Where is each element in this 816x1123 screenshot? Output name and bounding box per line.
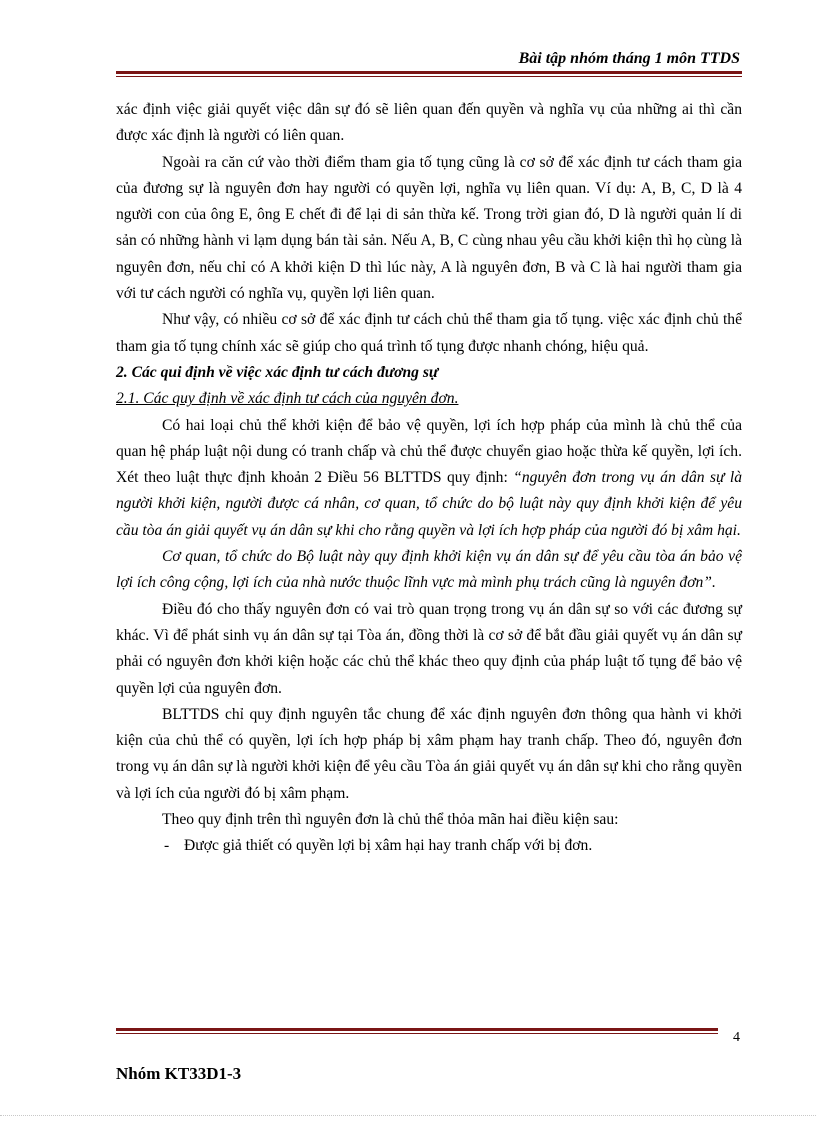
header-rule-thin: [116, 76, 742, 77]
page-number: 4: [733, 1030, 740, 1045]
paragraph-4: [116, 413, 742, 544]
bullet-text: Được giả thiết có quyền lợi bị xâm hại hay tranh chấp với bị đơn.: [184, 837, 593, 855]
header-title: Bài tập nhóm tháng 1 môn TTDS: [518, 50, 740, 67]
footer-group-name: Nhóm KT33D1-3: [116, 1064, 242, 1083]
footer-rule-thick: [116, 1028, 718, 1031]
section-heading-2: 2. Các qui định về việc xác định tư cách đương sự: [116, 363, 439, 381]
footer-rule-thin: [116, 1033, 718, 1034]
paragraph-8: Theo quy định trên thì nguyên đơn là chủ thể thỏa mãn hai điều kiện sau:: [162, 811, 619, 829]
paragraph-3: Như vậy, có nhiều cơ sở để xác định tư cách chủ thể tham gia tố tụng. việc xác định chủ thể tham gia tố tụng chính xác sẽ giúp cho quá trình tố tụng được nhanh chóng, hiệu quả.: [116, 311, 742, 355]
header-rule-thick: [116, 71, 742, 74]
paragraph-4-intro: Có hai loại chủ thể khởi kiện để bảo vệ quyền, lợi ích hợp pháp của mình là chủ thể của quan hệ pháp luật nội dung có tranh chấp và chủ thể được chuyển giao hoặc thừa kế quyền, lợi ích. Xét theo luật thực định khoản 2 Điều 56 BLTTDS quy định:: [116, 416, 742, 487]
paragraph-1: xác định việc giải quyết việc dân sự đó sẽ liên quan đến quyền và nghĩa vụ của những ai thì cần được xác định là người có liên quan.: [116, 101, 742, 145]
subsection-heading-2-1: 2.1. Các quy định về xác định tư cách của nguyên đơn.: [116, 390, 459, 408]
document-body: [116, 97, 742, 860]
paragraph-5-quote: Cơ quan, tổ chức do Bộ luật này quy định khởi kiện vụ án dân sự để yêu cầu tòa án bảo vệ lợi ích công cộng, lợi ích của nhà nước thuộc lĩnh vực mà mình phụ trách cũng là nguyên đơn”.: [116, 548, 742, 592]
bullet-mark: -: [164, 837, 170, 855]
paragraph-4-quote: “nguyên đơn trong vụ án dân sự là người khởi kiện, người được cá nhân, cơ quan, tổ chức do bộ luật này quy định khởi kiện để yêu cầu tòa án giải quyết vụ án dân sự khi cho rằng quyền và lợi ích hợp pháp của người đó bị xâm hại.: [116, 469, 742, 539]
bullet-item-1: [116, 833, 742, 859]
paragraph-2: Ngoài ra căn cứ vào thời điểm tham gia tố tụng cũng là cơ sở để xác định tư cách tham gia của đương sự là nguyên đơn hay người có quyền lợi, nghĩa vụ liên quan. Ví dụ: A, B, C, D là 4 người con của ông E, ông E chết đi để lại di sản thừa kế. Trong trời gian đó, D là người quản lí di sản có những hành vi lạm dụng bán tài sản. Nếu A, B, C cùng nhau yêu cầu khởi kiện thì họ cùng là nguyên đơn, nếu chỉ có A khởi kiện D thì lúc này, A là nguyên đơn, B và C là hai người tham gia với tư cách người có nghĩa vụ, quyền lợi liên quan.: [116, 153, 742, 303]
paragraph-7: BLTTDS chỉ quy định nguyên tắc chung để xác định nguyên đơn thông qua hành vi khởi kiện của chủ thể có quyền, lợi ích hợp pháp bị xâm phạm hay tranh chấp. Theo đó, nguyên đơn trong vụ án dân sự là người khởi kiện để yêu cầu Tòa án giải quyết vụ án dân sự khi cho rằng quyền và lợi ích của người đó bị xâm phạm.: [116, 705, 742, 802]
paragraph-6: Điều đó cho thấy nguyên đơn có vai trò quan trọng trong vụ án dân sự so với các đương sự khác. Vì để phát sinh vụ án dân sự tại Tòa án, đồng thời là cơ sở để bắt đầu giải quyết vụ án dân sự phải có nguyên đơn khởi kiện hoặc các chủ thể khác theo quy định của pháp luật tố tụng để bảo vệ quyền lợi của nguyên đơn.: [116, 600, 742, 697]
page-bottom-dotted-line: [0, 1115, 816, 1116]
